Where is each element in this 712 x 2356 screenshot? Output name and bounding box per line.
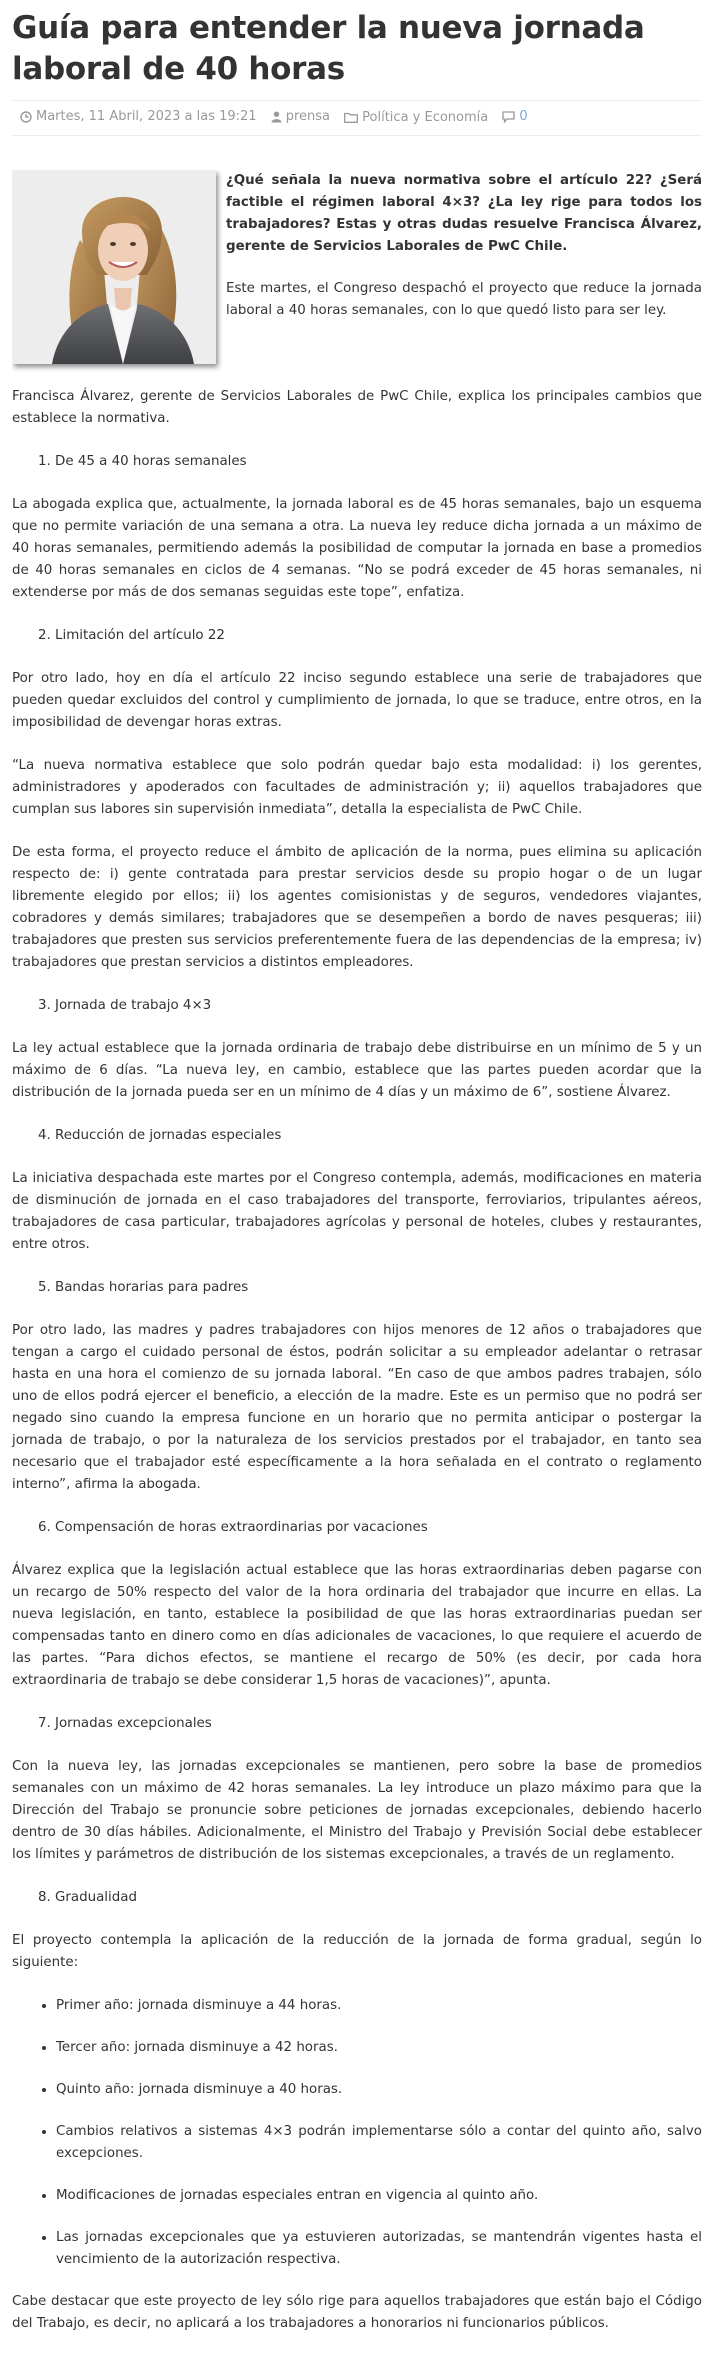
author-photo (12, 170, 216, 364)
paragraph: Por otro lado, las madres y padres trabajadores con hijos menores de 12 años o trabajadores que tengan a cargo el cuidado personal de éstos, podrán solicitar a su empleador adelantar o retrasar hasta en una hora el comienzo de su jornada laboral. “En caso de que ambos padres trabajen, sólo uno de ellos podrá ejercer el beneficio, a elección de la madre. Este es un permiso que no podrá ser negado sino cuando la empresa funcione en un horario que no permita anticipar o postergar la jornada de trabajo, o por la naturaleza de los servicios prestados por el trabajador, en tanto sea necesario que el trabajador esté específicamente a la hora señalada en el contrato o reglamento interno”, afirma la abogada. (12, 1322, 702, 1492)
list-item: • Tercer año: jornada disminuye a 42 horas. (56, 2037, 702, 2059)
article-intro-text: Este martes, el Congreso despachó el proyecto que reduce la jornada laboral a 40 horas semanales, con lo que quedó listo para ser ley. (226, 280, 702, 318)
paragraph: “La nueva normativa establece que solo podrán quedar bajo esta modalidad: i) los gerentes, administradores y apoderados con facultades de administración y; ii) aquellos trabajadores que cumplan sus labores sin supervisión inmediata”, detalla la especialista de PwC Chile. (12, 757, 702, 817)
section-heading: 5. Bandas horarias para padres (38, 1279, 249, 1295)
paragraph: Cabe destacar que este proyecto de ley sólo rige para aquellos trabajadores que están bajo el Código del Trabajo, es decir, no aplicará a los trabajadores a honorarios ni funcionarios públicos. (12, 2293, 702, 2331)
article (12, 0, 702, 2335)
section-heading: 7. Jornadas excepcionales (38, 1715, 212, 1731)
paragraph: La abogada explica que, actualmente, la jornada laboral es de 45 horas semanales, bajo un esquema que no permite variación de una semana a otra. La nueva ley reduce dicha jornada a un máximo de 40 horas semanales, permitiendo además la posibilidad de computar la jornada en base a promedios de 40 horas semanales en ciclos de 4 semanas. “No se podrá exceder de 45 horas semanales, ni extenderse por más de dos semanas seguidas este tope”, enfatiza. (12, 496, 702, 600)
meta-author-link[interactable]: prensa (285, 109, 331, 124)
meta-category[interactable] (344, 110, 488, 125)
meta-comments-count[interactable]: 0 (519, 109, 528, 124)
article-lead: ¿Qué señala la nueva normativa sobre el artículo 22? ¿Será factible el régimen laboral 4×3? ¿La ley rige para todos los trabajadores? Estas y otras dudas resuelve Francisca Álvarez, gerente de Servicios Laborales de PwC Chile. (226, 172, 702, 254)
section-heading: 6. Compensación de horas extraordinarias por vacaciones (38, 1519, 428, 1535)
folder-icon (344, 112, 358, 123)
clock-icon (20, 111, 32, 123)
meta-category-link[interactable]: Política y Economía (362, 109, 489, 125)
paragraph: Con la nueva ley, las jornadas excepcionales se mantienen, pero sobre la base de promedios semanales con un máximo de 42 horas semanales. La ley introduce un plazo máximo para que la Dirección del Trabajo se pronuncie sobre peticiones de jornadas excepcionales, debiendo hacerlo dentro de 30 días hábiles. Adicionalmente, el Ministro del Trabajo y Previsión Social debe establecer los límites y parámetros de distribución de los sistemas excepcionales, a través de un reglamento. (12, 1758, 702, 1862)
meta-date-text: Martes, 11 Abril, 2023 a las 19:21 (36, 109, 257, 124)
list-item: • Cambios relativos a sistemas 4×3 podrán implementarse sólo a contar del quinto año, salvo excepciones. (56, 2121, 702, 2165)
paragraph: La ley actual establece que la jornada ordinaria de trabajo debe distribuirse en un mínimo de 5 y un máximo de 6 días. “La nueva ley, en cambio, establece que las partes pueden acordar que la distribución de la jornada pueda ser en un mínimo de 4 días y un máximo de 6”, sostiene Álvarez. (12, 1040, 702, 1100)
paragraph: De esta forma, el proyecto reduce el ámbito de aplicación de la norma, pues elimina su aplicación respecto de: i) gente contratada para prestar servicios desde su propio hogar o de un lugar libremente elegido por ellos; ii) los agentes comisionistas y de seguros, vendedores viajantes, cobradores y demás similares; trabajadores que se desempeñen a bordo de naves pesqueras; iii) trabajadores que presten sus servicios preferentemente fuera de las dependencias de la empresa; iv) trabajadores que prestan servicios a distintos empleadores. (12, 844, 702, 970)
paragraph: Francisca Álvarez, gerente de Servicios Laborales de PwC Chile, explica los principales cambios que establece la normativa. (12, 388, 702, 426)
portrait-image (12, 170, 216, 364)
paragraph: La iniciativa despachada este martes por el Congreso contempla, además, modificaciones en materia de disminución de jornada en el caso trabajadores del transporte, ferroviarios, tripulantes aéreos, trabajadores de casa particular, trabajadores agrícolas y personal de hoteles, clubes y restaurantes, entre otros. (12, 1170, 702, 1252)
section-heading: 2. Limitación del artículo 22 (38, 627, 225, 643)
paragraph: Álvarez explica que la legislación actual establece que las horas extraordinarias deben pagarse con un recargo de 50% respecto del valor de la hora ordinaria del trabajador que incurre en ellas. La nueva legislación, en tanto, establece la posibilidad de que las horas extraordinarias puedan ser compensadas tanto en dinero como en días adicionales de vacaciones, lo que requiere el acuerdo de las partes. “Para dichos efectos, se mantiene el recargo de 50% (es decir, por cada hora extraordinaria de trabajo se debe considerar 1,5 horas de vacaciones)”, apunta. (12, 1562, 702, 1688)
meta-comments[interactable] (502, 109, 527, 124)
article-title: Guía para entender la nueva jornada laboral de 40 horas (12, 10, 645, 87)
list-item: • Primer año: jornada disminuye a 44 horas. (56, 1995, 702, 2017)
section-heading: 8. Gradualidad (38, 1889, 137, 1905)
paragraph: Por otro lado, hoy en día el artículo 22 inciso segundo establece una serie de trabajadores que pueden quedar excluidos del control y cumplimiento de jornada, lo que se traduce, entre otros, en la imposibilidad de devengar horas extras. (12, 670, 702, 730)
article-meta (12, 100, 702, 136)
article-intro (12, 170, 702, 372)
meta-date (20, 109, 257, 124)
meta-author[interactable] (271, 109, 330, 124)
section-heading: 4. Reducción de jornadas especiales (38, 1127, 282, 1143)
list-item: • Modificaciones de jornadas especiales entran en vigencia al quinto año. (56, 2185, 702, 2207)
list-item: • Las jornadas excepcionales que ya estuvieren autorizadas, se mantendrán vigentes hasta el vencimiento de la autorización respectiva. (56, 2227, 702, 2271)
section-heading: 1. De 45 a 40 horas semanales (38, 453, 247, 469)
user-icon (271, 111, 282, 123)
gradual-list (12, 1995, 702, 2271)
paragraph: El proyecto contempla la aplicación de la reducción de la jornada de forma gradual, según lo siguiente: (12, 1932, 702, 1970)
comment-icon (502, 111, 515, 123)
list-item: • Quinto año: jornada disminuye a 40 horas. (56, 2079, 702, 2101)
section-heading: 3. Jornada de trabajo 4×3 (38, 997, 212, 1013)
